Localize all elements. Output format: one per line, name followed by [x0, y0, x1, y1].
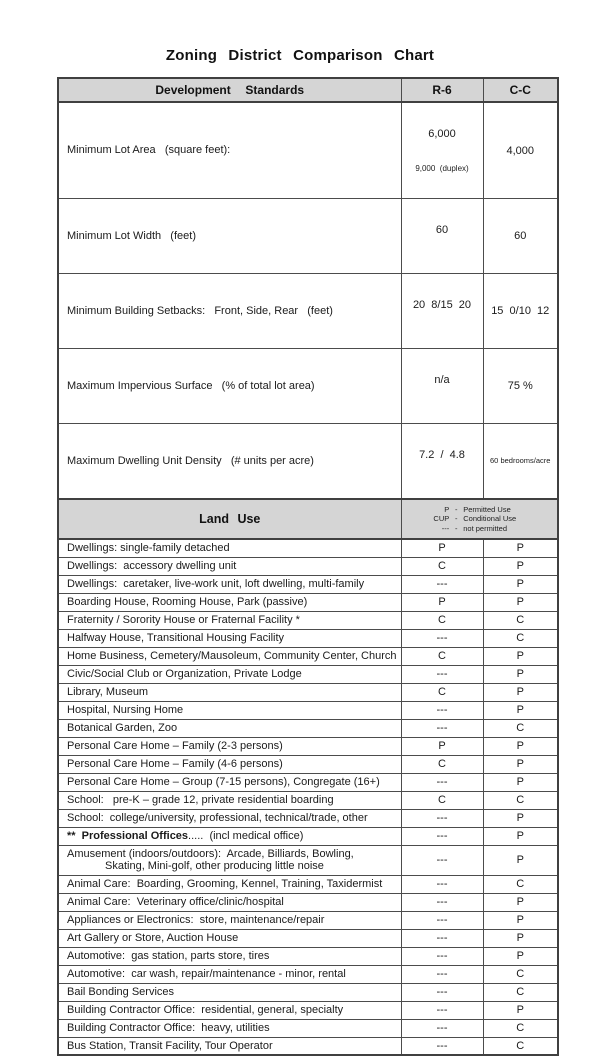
- r6-value-cell: ---: [401, 983, 483, 1001]
- cc-value-cell: C: [483, 629, 558, 647]
- r6-value: 7.2 / 4.8: [419, 449, 465, 461]
- cc-value-cell: P: [483, 683, 558, 701]
- r6-value-cell: ---: [401, 827, 483, 845]
- standard-label-cell: Minimum Building Setbacks: Front, Side, Rear (feet): [58, 274, 401, 349]
- cc-value-cell: P: [483, 557, 558, 575]
- land-use-label: Home Business, Cemetery/Mausoleum, Community Center, Church: [67, 649, 397, 662]
- land-use-label-cell: [58, 965, 401, 983]
- land-use-label: Dwellings: accessory dwelling unit: [67, 559, 237, 572]
- page-title: Zoning District Comparison Chart: [165, 47, 435, 64]
- r6-value-cell: ---: [401, 845, 483, 875]
- land-use-row: [58, 557, 558, 575]
- r6-value-cell: ---: [401, 809, 483, 827]
- standards-row: [58, 274, 558, 349]
- land-use-row: [58, 827, 558, 845]
- cc-value: 4,000: [506, 144, 535, 157]
- land-use-label-cell: [58, 755, 401, 773]
- legend-row: [423, 514, 535, 524]
- land-use-row: [58, 737, 558, 755]
- land-use-label: Bus Station, Transit Facility, Tour Operator: [67, 1039, 273, 1052]
- standard-label-cell: Minimum Lot Area (square feet):: [58, 102, 401, 199]
- r6-value-cell: C: [401, 611, 483, 629]
- column-header-r6: R-6: [401, 78, 483, 102]
- table-header: [58, 78, 558, 102]
- land-use-label-line2: Skating, Mini-golf, other producing little noise: [105, 860, 324, 872]
- land-use-label: Art Gallery or Store, Auction House: [67, 931, 239, 944]
- land-use-label-cell: [58, 611, 401, 629]
- land-use-label-cell: [58, 593, 401, 611]
- cc-value-cell: P: [483, 845, 558, 875]
- cc-value-cell: P: [483, 893, 558, 911]
- r6-value-cell: ---: [401, 947, 483, 965]
- r6-value-cell: C: [401, 647, 483, 665]
- cc-value-cell: P: [483, 929, 558, 947]
- land-use-label-cell: [58, 665, 401, 683]
- cc-value-cell: C: [483, 875, 558, 893]
- land-use-label-cell: [58, 827, 401, 845]
- development-standards-header: Development Standards: [58, 78, 401, 102]
- standards-row: [58, 349, 558, 424]
- land-use-label-cell: [58, 701, 401, 719]
- r6-value-cell: ---: [401, 773, 483, 791]
- r6-value-cell: ---: [401, 575, 483, 593]
- legend-row: [423, 524, 535, 534]
- r6-value-cell: ---: [401, 965, 483, 983]
- r6-value-cell: P: [401, 593, 483, 611]
- land-use-row: [58, 875, 558, 893]
- land-use-row: [58, 719, 558, 737]
- cc-value-cell: P: [483, 911, 558, 929]
- cc-value-cell: P: [483, 809, 558, 827]
- land-use-label-cell: [58, 929, 401, 947]
- land-use-label-bold: ** Professional Offices: [67, 829, 189, 842]
- land-use-row: [58, 1001, 558, 1019]
- table-header-row: [58, 78, 558, 102]
- land-use-label: Dwellings: caretaker, live-work unit, loft dwelling, multi-family: [67, 577, 365, 590]
- land-use-label: Botanical Garden, Zoo: [67, 721, 178, 734]
- r6-value-cell: ---: [401, 1019, 483, 1037]
- r6-value-cell: C: [401, 791, 483, 809]
- r6-value-cell: [401, 199, 483, 274]
- legend-abbreviation: ---: [441, 523, 450, 533]
- legend-label: Permitted Use: [463, 504, 511, 514]
- standard-label-cell: Minimum Lot Width (feet): [58, 199, 401, 274]
- standards-row: [58, 424, 558, 500]
- r6-value-cell: P: [401, 737, 483, 755]
- r6-value-cell: ---: [401, 929, 483, 947]
- land-use-row: [58, 575, 558, 593]
- land-use-header-row: [58, 499, 558, 539]
- r6-value-cell: ---: [401, 665, 483, 683]
- land-use-label-cell: [58, 773, 401, 791]
- land-use-label-cell: [58, 683, 401, 701]
- legend-separator: -: [455, 523, 458, 533]
- land-use-row: [58, 701, 558, 719]
- land-use-label: Personal Care Home – Family (2-3 persons): [67, 739, 283, 752]
- cc-value-cell: P: [483, 773, 558, 791]
- legend-label: not permitted: [463, 523, 508, 533]
- land-use-label-cell: [58, 737, 401, 755]
- land-use-label: Halfway House, Transitional Housing Facility: [67, 631, 285, 644]
- land-use-label-cell: [58, 983, 401, 1001]
- land-use-row: [58, 665, 558, 683]
- land-use-header-section: [58, 499, 558, 539]
- land-use-row: [58, 611, 558, 629]
- cc-value-cell: C: [483, 983, 558, 1001]
- legend-label: Conditional Use: [463, 514, 517, 524]
- cc-value-cell: P: [483, 701, 558, 719]
- land-use-row: [58, 773, 558, 791]
- cc-value: 60 bedrooms/acre: [490, 456, 551, 465]
- r6-value: 6,000: [428, 128, 456, 140]
- cc-value-cell: P: [483, 1001, 558, 1019]
- r6-value-cell: ---: [401, 1001, 483, 1019]
- land-use-label-cell: [58, 1019, 401, 1037]
- cc-value-cell: P: [483, 575, 558, 593]
- land-use-label: Hospital, Nursing Home: [67, 703, 184, 716]
- r6-sub-value: 9,000 (duplex): [415, 164, 469, 173]
- land-use-label: Animal Care: Boarding, Grooming, Kennel, Training, Taxidermist: [67, 877, 383, 890]
- r6-value-cell: C: [401, 755, 483, 773]
- land-use-label: Personal Care Home – Group (7-15 persons), Congregate (16+): [67, 775, 380, 788]
- land-use-label: Fraternity / Sorority House or Fraternal Facility *: [67, 613, 300, 626]
- land-use-label-cell: [58, 809, 401, 827]
- cc-value-cell: C: [483, 719, 558, 737]
- land-use-label: ..... (incl medical office): [188, 829, 304, 842]
- r6-value: 60: [435, 224, 449, 236]
- land-use-label-cell: [58, 1001, 401, 1019]
- cc-value: 15 0/10 12: [491, 305, 550, 317]
- r6-value-cell: ---: [401, 629, 483, 647]
- land-use-row: [58, 629, 558, 647]
- land-use-row: [58, 893, 558, 911]
- land-use-label-cell: [58, 911, 401, 929]
- cc-value-cell: C: [483, 1037, 558, 1055]
- land-use-section: [58, 539, 558, 1055]
- land-use-label-cell: [58, 629, 401, 647]
- land-use-label: Automotive: gas station, parts store, tires: [67, 949, 270, 962]
- legend-row: [423, 505, 535, 515]
- r6-value: n/a: [434, 374, 450, 386]
- standard-label-cell: Maximum Impervious Surface (% of total lot area): [58, 349, 401, 424]
- cc-value-cell: P: [483, 647, 558, 665]
- land-use-title: Land Use: [58, 499, 401, 539]
- r6-value: 20 8/15 20: [412, 299, 472, 311]
- cc-value-cell: P: [483, 947, 558, 965]
- land-use-label: Civic/Social Club or Organization, Private Lodge: [67, 667, 302, 680]
- land-use-label: Personal Care Home – Family (4-6 persons): [67, 757, 283, 770]
- r6-value-cell: ---: [401, 911, 483, 929]
- land-use-label: Dwellings: single-family detached: [67, 542, 230, 554]
- cc-value-cell: [483, 102, 558, 199]
- cc-value-cell: P: [483, 665, 558, 683]
- standards-row: [58, 199, 558, 274]
- r6-value-cell: [401, 274, 483, 349]
- land-use-row: [58, 1037, 558, 1055]
- cc-value: 60: [514, 230, 527, 242]
- land-use-label-cell: [58, 875, 401, 893]
- cc-value-cell: [483, 424, 558, 500]
- land-use-row: [58, 929, 558, 947]
- land-use-label: Amusement (indoors/outdoors): Arcade, Billiards, Bowling,: [67, 847, 354, 860]
- land-use-row: [58, 791, 558, 809]
- land-use-label: Building Contractor Office: residential, general, specialty: [67, 1003, 344, 1016]
- cc-value-cell: C: [483, 1019, 558, 1037]
- land-use-label: Building Contractor Office: heavy, utilities: [67, 1021, 270, 1034]
- land-use-row: [58, 809, 558, 827]
- land-use-label: Bail Bonding Services: [67, 985, 175, 998]
- legend-abbreviation: CUP: [433, 514, 450, 524]
- land-use-legend: [402, 505, 558, 534]
- land-use-legend-cell: [401, 499, 558, 539]
- land-use-row: [58, 911, 558, 929]
- cc-value-cell: P: [483, 593, 558, 611]
- r6-value-cell: [401, 102, 483, 199]
- land-use-label-cell: [58, 719, 401, 737]
- land-use-label: School: college/university, professional, technical/trade, other: [67, 811, 368, 824]
- cc-value-cell: [483, 274, 558, 349]
- standard-label-cell: Maximum Dwelling Unit Density (# units per acre): [58, 424, 401, 500]
- land-use-row: [58, 983, 558, 1001]
- legend-abbreviation: P: [444, 504, 450, 514]
- land-use-label-cell: [58, 791, 401, 809]
- land-use-label-cell: [58, 845, 401, 875]
- cc-value-cell: P: [483, 737, 558, 755]
- legend-separator: -: [455, 504, 458, 514]
- land-use-row: [58, 947, 558, 965]
- cc-value-cell: C: [483, 965, 558, 983]
- land-use-label: Boarding House, Rooming House, Park (passive): [67, 595, 308, 608]
- r6-value-cell: ---: [401, 719, 483, 737]
- land-use-label: Automotive: car wash, repair/maintenance - minor, rental: [67, 967, 346, 980]
- cc-value-cell: C: [483, 611, 558, 629]
- r6-value-cell: ---: [401, 1037, 483, 1055]
- land-use-label-cell: [58, 647, 401, 665]
- r6-value-cell: ---: [401, 893, 483, 911]
- legend-separator: -: [455, 514, 458, 524]
- land-use-label-cell: [58, 557, 401, 575]
- r6-value-cell: C: [401, 683, 483, 701]
- cc-value-cell: P: [483, 539, 558, 557]
- cc-value-cell: [483, 199, 558, 274]
- land-use-row: [58, 647, 558, 665]
- land-use-label: School: pre-K – grade 12, private residential boarding: [67, 793, 334, 806]
- cc-value: 75 %: [507, 380, 533, 392]
- land-use-row: [58, 683, 558, 701]
- r6-value-cell: ---: [401, 875, 483, 893]
- land-use-label-cell: [58, 539, 401, 557]
- land-use-label-cell: [58, 1037, 401, 1055]
- r6-value-cell: P: [401, 539, 483, 557]
- column-header-cc: C-C: [483, 78, 558, 102]
- land-use-label-cell: [58, 893, 401, 911]
- r6-value-cell: C: [401, 557, 483, 575]
- land-use-label: Library, Museum: [67, 685, 149, 698]
- r6-value-cell: ---: [401, 701, 483, 719]
- cc-value-cell: [483, 349, 558, 424]
- land-use-label-cell: [58, 947, 401, 965]
- land-use-label: Appliances or Electronics: store, maintenance/repair: [67, 913, 325, 926]
- land-use-label: Animal Care: Veterinary office/clinic/hospital: [67, 895, 284, 908]
- r6-value-cell: [401, 349, 483, 424]
- cc-value-cell: P: [483, 755, 558, 773]
- standards-row: [58, 102, 558, 199]
- standards-section: [58, 102, 558, 499]
- land-use-row: [58, 593, 558, 611]
- land-use-row: [58, 539, 558, 557]
- cc-value-cell: P: [483, 827, 558, 845]
- land-use-row: [58, 755, 558, 773]
- land-use-row: [58, 845, 558, 875]
- r6-value-cell: [401, 424, 483, 500]
- land-use-row: [58, 965, 558, 983]
- zoning-comparison-table: [57, 77, 559, 1056]
- land-use-label-cell: [58, 575, 401, 593]
- cc-value-cell: C: [483, 791, 558, 809]
- land-use-row: [58, 1019, 558, 1037]
